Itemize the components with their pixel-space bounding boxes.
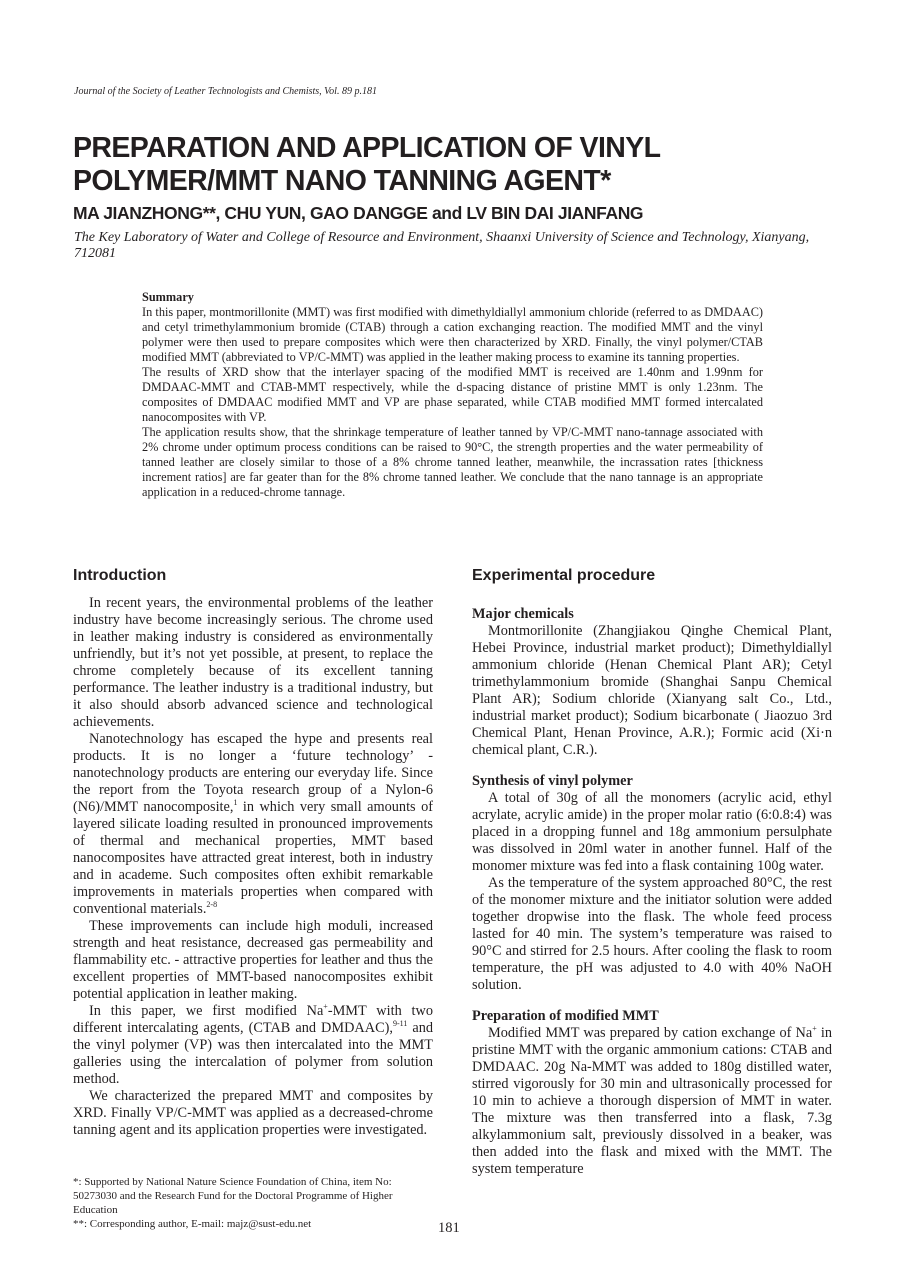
- summary-paragraph: In this paper, montmorillonite (MMT) was first modified with dimethyldiallyl ammonium chloride (referred to as DMDAAC) and cetyl trimethylammonium bromide (CTAB) through a cation exchanging reaction. The modified MMT and the vinyl polymer were then used to prepare composites which were then characterized by XRD. Finally, the vinyl polymer/CTAB modified MMT (abbreviated to VP/C-MMT) was applied in the leather making process to examine its tanning properties.: [142, 305, 763, 364]
- citation-ref: 1: [233, 798, 238, 807]
- intro-paragraph: We characterized the prepared MMT and composites by XRD. Finally VP/C-MMT was applied as a decreased-chrome tanning agent and its application properties were investigated.: [73, 1088, 433, 1138]
- spacer: [472, 759, 832, 773]
- intro-paragraph: In recent years, the environmental problems of the leather industry have become increasingly serious. The chrome used in leather making industry is considered as environmentally unfriendly, but it’s not yet possible, at present, to replace the chrome completely because of its excellent tanning performance. The leather industry is a traditional industry, but it also should absorb advanced science and technological achievements.: [73, 595, 433, 730]
- text-span: in pristine MMT with the organic ammonium cations: CTAB and DMDAAC. 20g Na-MMT was added to 180g distilled water, stirred vigorously for 30 min and ultrasonically processed for 10 min to achieve a thorough dispersion of MMT in water. The mixture was then transferred into a flask, 7.3g alkylammonium salt, previously dissolved in a beaker, was then added into the flask and mixed with the MMT. The system temperature: [472, 1025, 832, 1177]
- superscript-plus: +: [323, 1002, 328, 1011]
- chemicals-paragraph: Montmorillonite (Zhangjiakou Qinghe Chemical Plant, Hebei Province, industrial market product); Dimethyldiallyl ammonium chloride (Henan Chemical Plant AR); Cetyl trimethylammonium bromide (Shanghai Sanpu Chemical Plant AR); Sodium chloride (Xianyang salt Co., Ltd., industrial market product); Sodium bicarbonate ( Jiaozuo 3rd Chemical Plant, Henan Province, A.R.); Formic acid (Xi·n chemical plant, C.R.).: [472, 623, 832, 758]
- affiliation: The Key Laboratory of Water and College of Resource and Environment, Shaanxi University of Science and Technology, Xianyang, 712081: [74, 230, 810, 261]
- article-title: PREPARATION AND APPLICATION OF VINYL POLYMER/MMT NANO TANNING AGENT*: [73, 132, 660, 197]
- synthesis-paragraph: A total of 30g of all the monomers (acrylic acid, ethyl acrylate, acrylic amide) in the proper molar ratio (6:0.8:4) was placed in a dropping funnel and 18g ammonium persulphate was dissolved in 20ml water in another funnel. Half of the monomer mixture was fed into a flask containing 100g water.: [472, 790, 832, 874]
- summary-paragraph: The application results show, that the shrinkage temperature of leather tanned by VP/C-MMT nano-tannage associated with 2% chrome under optimum process conditions can be raised to 90°C, the strength properties and the water permeability of tanned leather are closely similar to those of a 8% chrome tanned leather, meanwhile, the incrassation rates [thickness increment ratios] are far geater than for the 8% chrome tanned leather. We conclude that the nano tannage is an appropriate application in a reduced-chrome tannage.: [142, 425, 763, 499]
- spacer: [472, 595, 832, 606]
- intro-paragraph: These improvements can include high moduli, increased strength and heat resistance, decreased gas permeability and flammability etc. - attractive properties for leather and thus the excellent properties of MMT-based nanocomposites exhibit potential application in leather making.: [73, 918, 433, 1002]
- page-number: 181: [438, 1220, 460, 1236]
- text-span: Nanotechnology has escaped the hype and presents real products. It is no longer a ‘future technology’ - nanotechnology products are entering our everyday life. Since the report from the Toyota research group of a Nylon-6 (N6)/MMT nanocomposite,: [73, 731, 433, 815]
- introduction-section: [73, 566, 433, 1139]
- summary-paragraph: The results of XRD show that the interlayer spacing of the modified MMT is received are 1.40nm and 1.99nm for DMDAAC-MMT and CTAB-MMT respectively, while the d-spacing distance of pristine MMT is only 1.23nm. The composites of DMDAAC modified MMT and VP are phase separated, while CTAB modified MMT formed intercalated nanocomposites with VP.: [142, 365, 763, 424]
- summary-heading: Summary: [142, 290, 194, 304]
- spacer: [472, 994, 832, 1008]
- intro-paragraph: [73, 731, 433, 918]
- text-span: Modified MMT was prepared by cation exchange of Na: [488, 1025, 813, 1041]
- text-span: and the vinyl polymer (VP) was then intercalated into the MMT galleries using the intercalation of polymer from solution method.: [73, 1020, 434, 1087]
- citation-ref: 2-8: [206, 900, 218, 909]
- author-list: MA JIANZHONG**, CHU YUN, GAO DANGGE and LV BIN DAI JIANFANG: [73, 203, 644, 223]
- subheading-major-chemicals: Major chemicals: [472, 606, 574, 622]
- running-head: Journal of the Society of Leather Technologists and Chemists, Vol. 89 p.181: [74, 86, 377, 97]
- footnote-corresponding-author: **: Corresponding author, E-mail: majz@sust-edu.net: [73, 1218, 312, 1230]
- text-span: In this paper, we first modified Na: [89, 1003, 324, 1019]
- subheading-modified-mmt: Preparation of modified MMT: [472, 1008, 659, 1024]
- footnotes: [73, 1175, 435, 1231]
- experimental-section: [472, 566, 832, 1178]
- intro-paragraph: [73, 1003, 433, 1088]
- summary-block: [142, 290, 763, 500]
- synthesis-paragraph: As the temperature of the system approached 80°C, the rest of the monomer mixture and the initiator solution were added together dropwise into the flask. The whole feed process lasted for 40 min. The system’s temperature was raised to 90°C and stirred for 2.5 hours. After cooling the flask to room temperature, the pH was adjusted to 4.0 with 40% NaOH solution.: [472, 875, 832, 993]
- experimental-heading: Experimental procedure: [472, 567, 656, 584]
- footnote-funding: *: Supported by National Nature Science Foundation of China, item No: 50273030 and the Research Fund for the Doctoral Programme of Higher Education: [73, 1176, 393, 1216]
- modified-mmt-paragraph: [472, 1025, 832, 1178]
- text-span: in which very small amounts of layered silicate loading resulted in pronounced improvements of thermal and mechanical properties, MMT based nanocomposites have attracted great interest, both in industry and in academe. Such composites often exhibit remarkable improvements in materials properties when compared with conventional materials.: [73, 799, 433, 917]
- superscript-plus: +: [812, 1024, 817, 1033]
- citation-ref: 9-11: [392, 1019, 408, 1028]
- introduction-heading: Introduction: [73, 567, 167, 584]
- text-span: -MMT with two different intercalating agents, (CTAB and DMDAAC),: [73, 1003, 433, 1036]
- subheading-synthesis: Synthesis of vinyl polymer: [472, 773, 633, 789]
